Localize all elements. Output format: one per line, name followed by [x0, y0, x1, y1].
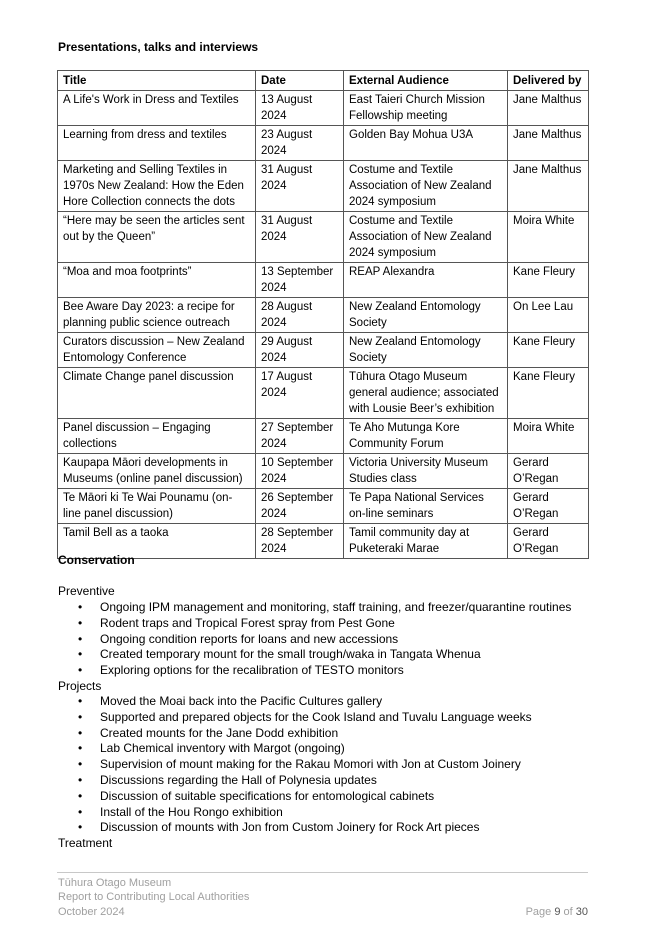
table-row [58, 298, 589, 333]
cell-date: 13 August 2024 [256, 91, 344, 126]
cell-delivered-by: Gerard O’Regan [508, 524, 589, 559]
list-item: • Exploring options for the recalibration of TESTO monitors [58, 663, 571, 679]
list-item: • Install of the Hou Rongo exhibition [58, 805, 532, 821]
footer-date: October 2024 [58, 906, 125, 918]
cell-delivered-by: Kane Fleury [508, 263, 589, 298]
preventive-label: Preventive [58, 584, 115, 598]
cell-audience: Te Aho Mutunga Kore Community Forum [344, 419, 508, 454]
table-row [58, 161, 589, 212]
list-item: • Discussions regarding the Hall of Polynesia updates [58, 773, 532, 789]
projects-label: Projects [58, 679, 102, 693]
cell-audience: Costume and Textile Association of New Zealand 2024 symposium [344, 212, 508, 263]
cell-date: 29 August 2024 [256, 333, 344, 368]
page-total: 30 [575, 906, 588, 918]
cell-delivered-by: Kane Fleury [508, 368, 589, 419]
cell-delivered-by: Jane Malthus [508, 161, 589, 212]
column-header-date: Date [256, 71, 344, 91]
cell-delivered-by: On Lee Lau [508, 298, 589, 333]
list-item: • Supervision of mount making for the Rakau Momori with Jon at Custom Joinery [58, 757, 532, 773]
table-row [58, 126, 589, 161]
cell-title: Te Māori ki Te Wai Pounamu (on-line panel discussion) [58, 489, 256, 524]
cell-delivered-by: Kane Fleury [508, 333, 589, 368]
cell-date: 23 August 2024 [256, 126, 344, 161]
cell-date: 28 September 2024 [256, 524, 344, 559]
column-header-delivered-by: Delivered by [508, 71, 589, 91]
cell-audience: New Zealand Entomology Society [344, 333, 508, 368]
cell-delivered-by: Jane Malthus [508, 126, 589, 161]
list-item: • Supported and prepared objects for the Cook Island and Tuvalu Language weeks [58, 710, 532, 726]
list-item: • Discussion of mounts with Jon from Custom Joinery for Rock Art pieces [58, 820, 532, 836]
table-row [58, 263, 589, 298]
presentations-heading: Presentations, talks and interviews [58, 40, 259, 54]
cell-date: 27 September 2024 [256, 419, 344, 454]
cell-title: Learning from dress and textiles [58, 126, 256, 161]
cell-audience: Golden Bay Mohua U3A [344, 126, 508, 161]
cell-title: Kaupapa Māori developments in Museums (online panel discussion) [58, 454, 256, 489]
cell-date: 10 September 2024 [256, 454, 344, 489]
cell-delivered-by: Moira White [508, 212, 589, 263]
cell-title: “Here may be seen the articles sent out by the Queen” [58, 212, 256, 263]
treatment-label: Treatment [58, 836, 113, 850]
cell-date: 31 August 2024 [256, 161, 344, 212]
page-of: of [560, 906, 576, 918]
page-prefix: Page [525, 906, 555, 918]
table-row [58, 91, 589, 126]
cell-title: Curators discussion – New Zealand Entomology Conference [58, 333, 256, 368]
list-item: • Moved the Moai back into the Pacific Cultures gallery [58, 694, 532, 710]
cell-audience: Tamil community day at Puketeraki Marae [344, 524, 508, 559]
projects-list [58, 694, 532, 836]
table-header-row [58, 71, 589, 91]
cell-title: Panel discussion – Engaging collections [58, 419, 256, 454]
cell-title: Marketing and Selling Textiles in 1970s New Zealand: How the Eden Hore Collection connects the dots [58, 161, 256, 212]
footer-organisation: Tūhura Otago Museum [58, 877, 172, 889]
list-item: • Lab Chemical inventory with Margot (ongoing) [58, 741, 532, 757]
cell-title: “Moa and moa footprints” [58, 263, 256, 298]
cell-audience: East Taieri Church Mission Fellowship meeting [344, 91, 508, 126]
cell-title: A Life's Work in Dress and Textiles [58, 91, 256, 126]
preventive-list [58, 600, 571, 679]
table-row [58, 368, 589, 419]
table-row [58, 524, 589, 559]
cell-delivered-by: Gerard O’Regan [508, 489, 589, 524]
footer-divider [57, 872, 588, 873]
list-item: • Discussion of suitable specifications for entomological cabinets [58, 789, 532, 805]
table-row [58, 419, 589, 454]
table-row [58, 454, 589, 489]
list-item: • Ongoing IPM management and monitoring, staff training, and freezer/quarantine routines [58, 600, 571, 616]
column-header-audience: External Audience [344, 71, 508, 91]
column-header-title: Title [58, 71, 256, 91]
cell-audience: Costume and Textile Association of New Zealand 2024 symposium [344, 161, 508, 212]
cell-delivered-by: Gerard O’Regan [508, 454, 589, 489]
table-row [58, 489, 589, 524]
table-row [58, 212, 589, 263]
cell-title: Climate Change panel discussion [58, 368, 256, 419]
list-item: • Rodent traps and Tropical Forest spray from Pest Gone [58, 616, 571, 632]
cell-audience: New Zealand Entomology Society [344, 298, 508, 333]
list-item: • Ongoing condition reports for loans and new accessions [58, 632, 571, 648]
cell-date: 28 August 2024 [256, 298, 344, 333]
page-current: 9 [554, 906, 561, 918]
list-item: • Created temporary mount for the small trough/waka in Tangata Whenua [58, 647, 571, 663]
page-number [526, 906, 588, 918]
cell-audience: Tūhura Otago Museum general audience; associated with Lousie Beer’s exhibition [344, 368, 508, 419]
cell-delivered-by: Jane Malthus [508, 91, 589, 126]
presentations-table [57, 70, 589, 559]
cell-delivered-by: Moira White [508, 419, 589, 454]
table-row [58, 333, 589, 368]
cell-date: 13 September 2024 [256, 263, 344, 298]
list-item: • Created mounts for the Jane Dodd exhibition [58, 726, 532, 742]
cell-date: 31 August 2024 [256, 212, 344, 263]
cell-title: Tamil Bell as a taoka [58, 524, 256, 559]
presentations-table-body [58, 91, 589, 559]
cell-audience: Victoria University Museum Studies class [344, 454, 508, 489]
cell-audience: REAP Alexandra [344, 263, 508, 298]
footer-report-name: Report to Contributing Local Authorities [58, 891, 250, 903]
cell-audience: Te Papa National Services on-line seminars [344, 489, 508, 524]
cell-date: 26 September 2024 [256, 489, 344, 524]
cell-date: 17 August 2024 [256, 368, 344, 419]
conservation-heading: Conservation [58, 553, 135, 567]
cell-title: Bee Aware Day 2023: a recipe for planning public science outreach [58, 298, 256, 333]
